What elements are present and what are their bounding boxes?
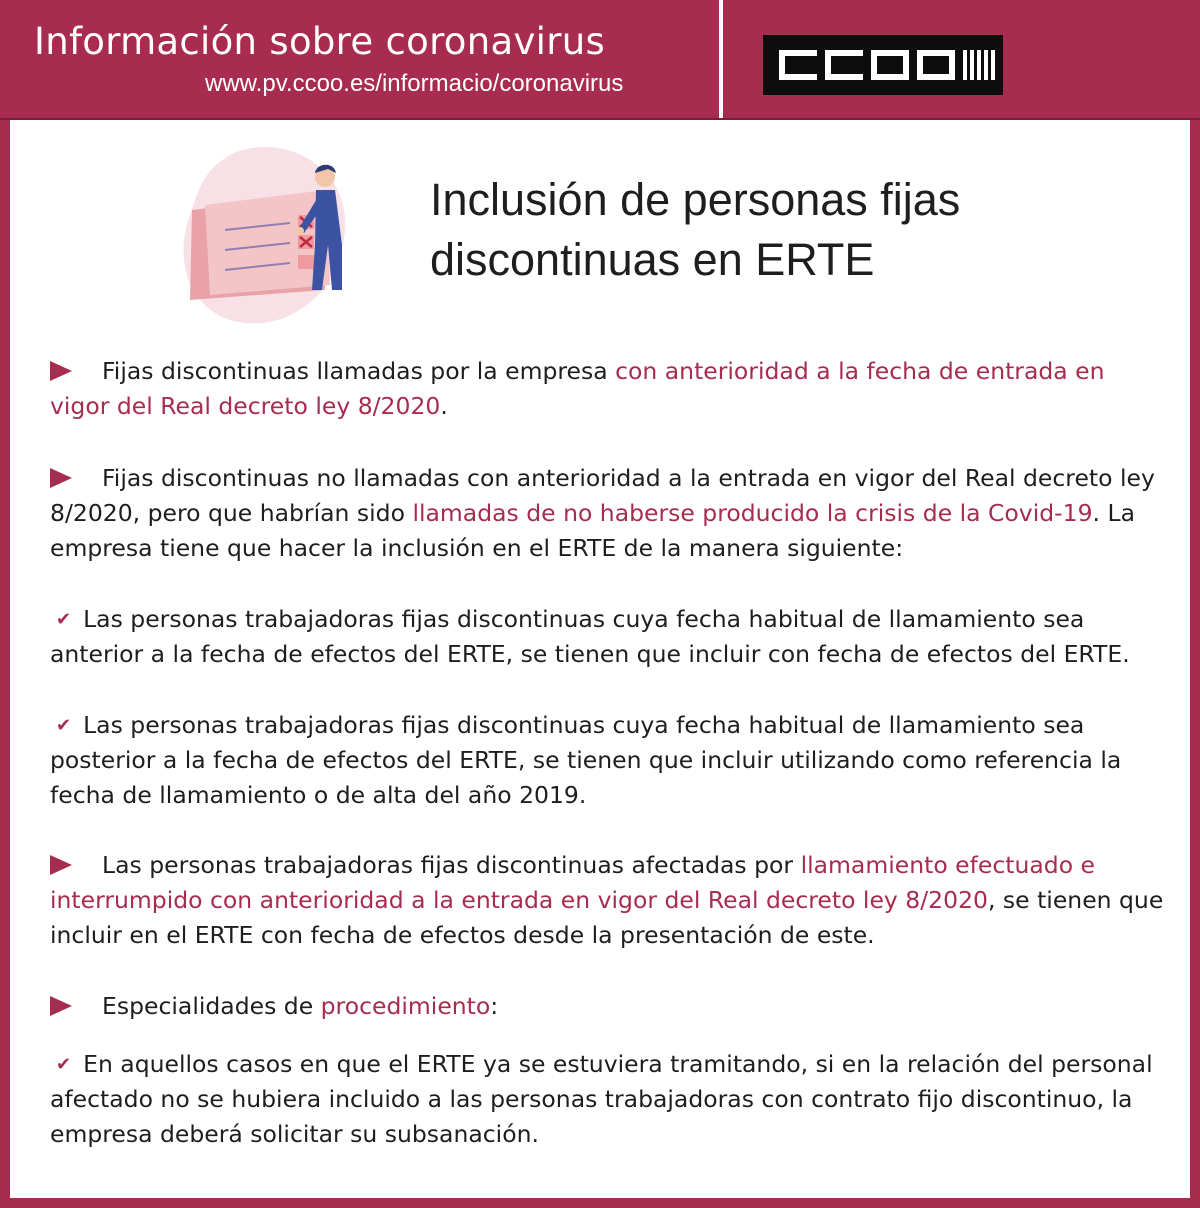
item-text-end: , se tienen que incluir en el ERTE con fecha de efectos desde la presentación de este. (50, 886, 1164, 949)
item-text-end: : (490, 992, 499, 1020)
item-text: Especialidades de (102, 992, 321, 1020)
checkmark-icon: ✔ (56, 609, 72, 630)
triangle-right-icon (50, 361, 72, 381)
item-text: Las personas trabajadoras fijas discontinuas afectadas por (102, 851, 801, 879)
checklist-person-illustration (170, 135, 370, 335)
sub-item-text: En aquellos casos en que el ERTE ya se estuviera tramitando, si en la relación del personal afectado no se hubiera incluido a las personas trabajadoras con contrato fijo discontinuo, la empresa deberá solicitar su subsanación. (50, 1050, 1153, 1148)
checkmark-icon: ✔ (56, 715, 72, 736)
header-title: Información sobre coronavirus (34, 20, 606, 63)
item-text: Fijas discontinuas llamadas por la empresa (102, 357, 616, 385)
document-title-line2: discontinuas en ERTE (430, 234, 875, 285)
list-item (50, 848, 1165, 953)
document-title (430, 170, 960, 290)
item-highlight: procedimiento (320, 992, 491, 1020)
ccoo-logo (763, 35, 1003, 95)
item-text-end: . (440, 392, 448, 420)
header-bottom-line (0, 118, 1200, 120)
document-title-line1: Inclusión de personas fijas (430, 174, 961, 225)
triangle-right-icon (50, 996, 72, 1016)
list-item (50, 989, 1165, 1024)
item-highlight: con anterioridad a la fecha de entrada en vigor del Real decreto ley 8/2020 (50, 357, 1105, 420)
sub-list-item (50, 602, 1165, 672)
item-highlight: llamadas de no haberse producido la crisis de la Covid-19 (412, 499, 1093, 527)
list-item (50, 354, 1165, 424)
sub-list-item (50, 1047, 1165, 1152)
item-text: Fijas discontinuas no llamadas con anterioridad a la entrada en vigor del Real decreto ley 8/2020, pero que habrían sido (50, 464, 1155, 527)
sub-list-item (50, 708, 1165, 813)
list-item (50, 461, 1165, 566)
header-url[interactable]: www.pv.ccoo.es/informacio/coronavirus (205, 70, 624, 97)
checkmark-icon: ✔ (56, 1054, 72, 1075)
header-divider (719, 0, 723, 120)
sub-item-text: Las personas trabajadoras fijas discontinuas cuya fecha habitual de llamamiento sea anterior a la fecha de efectos del ERTE, se tienen que incluir con fecha de efectos del ERTE. (50, 605, 1130, 668)
triangle-right-icon (50, 855, 72, 875)
item-highlight: llamamiento efectuado e interrumpido con anterioridad a la entrada en vigor del Real decreto ley 8/2020 (50, 851, 1096, 914)
sub-item-text: Las personas trabajadoras fijas discontinuas cuya fecha habitual de llamamiento sea posterior a la fecha de efectos del ERTE, se tienen que incluir utilizando como referencia la fecha de llamamiento o de alta del año 2019. (50, 711, 1122, 809)
header-banner (0, 0, 1200, 120)
item-text-end: . La empresa tiene que hacer la inclusión en el ERTE de la manera siguiente: (50, 499, 1135, 562)
triangle-right-icon (50, 468, 72, 488)
ccoo-logo-mark (763, 35, 1003, 95)
